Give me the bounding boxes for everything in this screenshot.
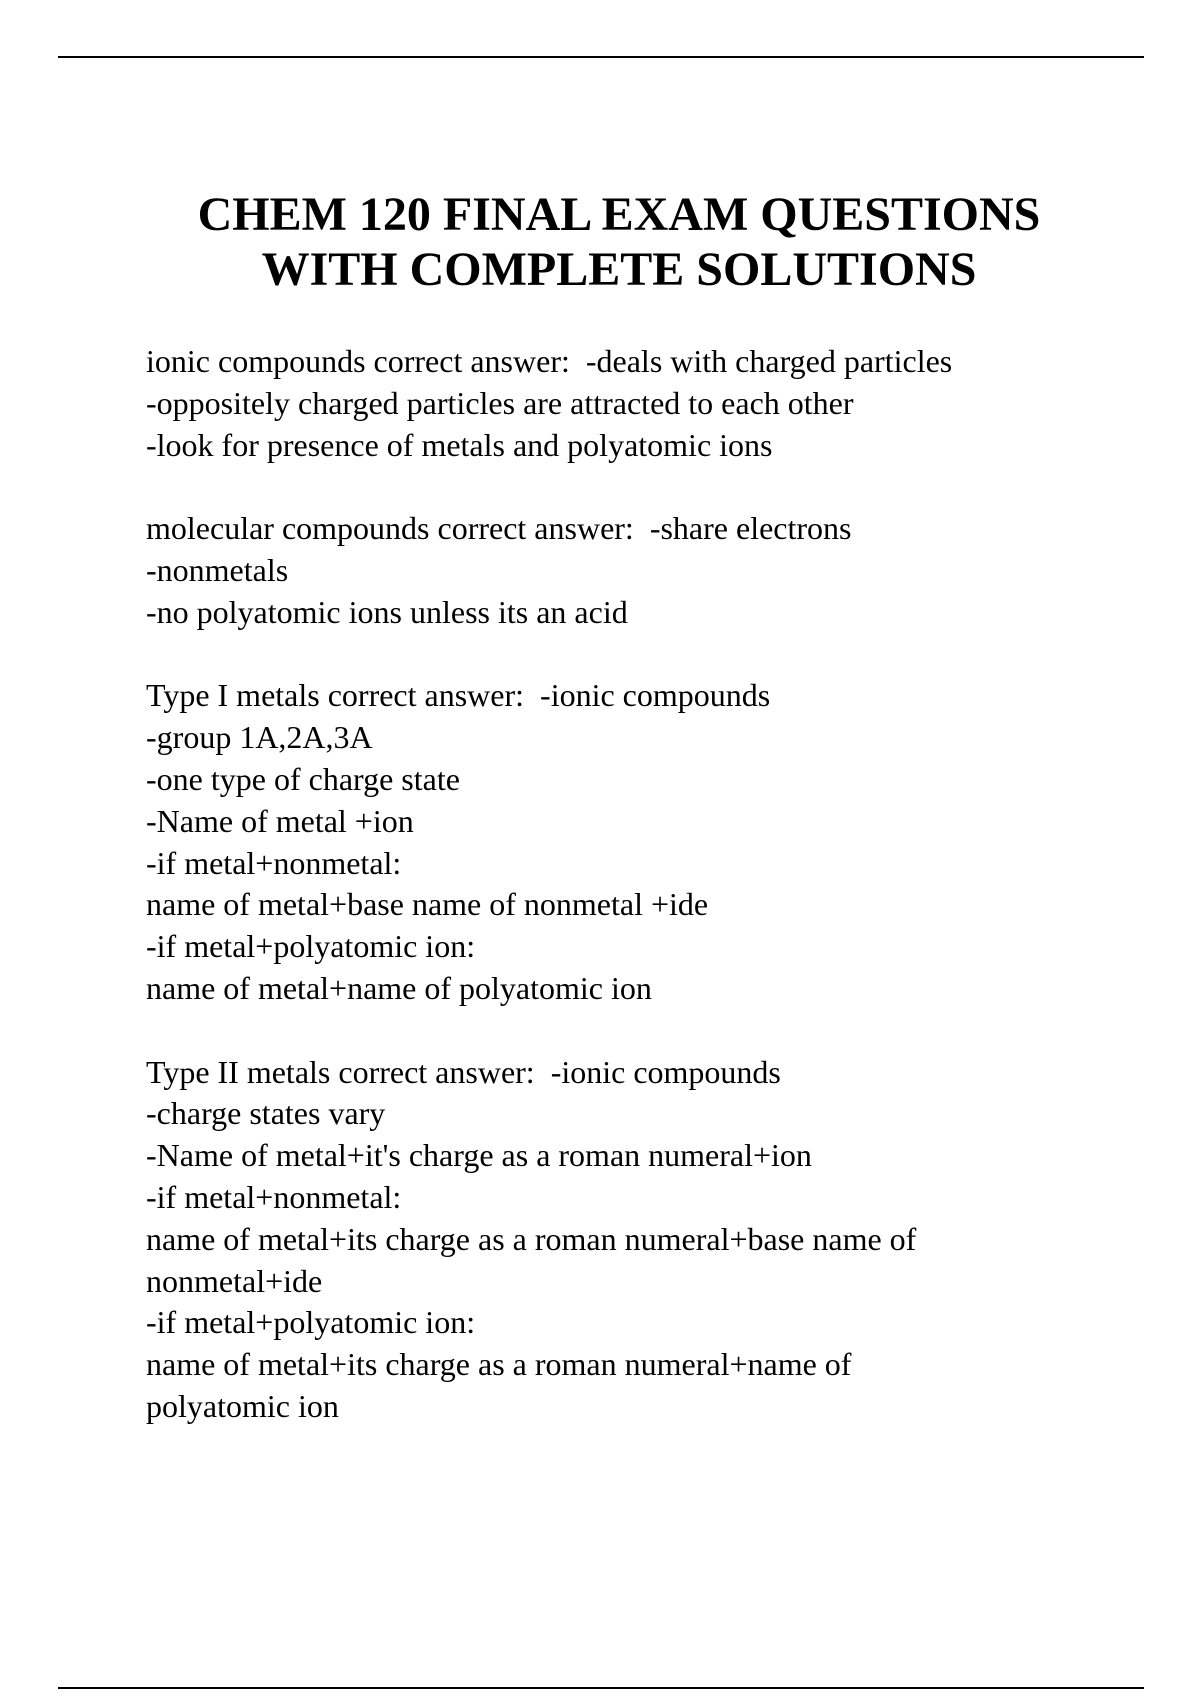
entry-line: molecular compounds correct answer: -share electrons	[146, 510, 852, 547]
entry-line: name of metal+its charge as a roman numeral+name of	[146, 1346, 852, 1383]
entry-line: ionic compounds correct answer: -deals with charged particles	[146, 343, 953, 379]
entry-line: -if metal+polyatomic ion:	[146, 928, 476, 965]
entry-line: name of metal+name of polyatomic ion	[146, 969, 652, 1006]
document-title	[0, 187, 1200, 297]
entry-line: -if metal+polyatomic ion:	[146, 1304, 476, 1341]
title-line: WITH COMPLETE SOLUTIONS	[261, 243, 977, 296]
document-body	[146, 341, 1146, 1470]
entry-line: -Name of metal+it's charge as a roman numeral+ion	[146, 1137, 812, 1174]
entry-line: -no polyatomic ions unless its an acid	[146, 593, 628, 630]
entry-line: -if metal+nonmetal:	[146, 1178, 402, 1215]
entry-line: -look for presence of metals and polyatomic ions	[146, 426, 773, 463]
footer-rule	[58, 1687, 1144, 1689]
entry-line: Type I metals correct answer: -ionic compounds	[146, 677, 771, 714]
title-line: CHEM 120 FINAL EXAM QUESTIONS	[197, 188, 1041, 241]
entry-line: -group 1A,2A,3A	[146, 719, 373, 756]
entry-line: -nonmetals	[146, 551, 289, 588]
header-rule	[58, 56, 1144, 58]
entry-line: -charge states vary	[146, 1095, 386, 1132]
entry-line: name of metal+base name of nonmetal +ide	[146, 886, 709, 923]
entry-line: name of metal+its charge as a roman numeral+base name of	[146, 1220, 917, 1257]
qa-entry-type-ii-metals	[146, 1052, 1146, 1428]
entry-line: -Name of metal +ion	[146, 802, 414, 839]
qa-entry-molecular-compounds	[146, 508, 1146, 633]
qa-entry-type-i-metals	[146, 675, 1146, 1009]
entry-line: -one type of charge state	[146, 760, 460, 797]
qa-entry-ionic-compounds	[146, 341, 1146, 466]
entry-line: -oppositely charged particles are attracted to each other	[146, 384, 854, 421]
entry-line: polyatomic ion	[146, 1387, 339, 1424]
entry-line: nonmetal+ide	[146, 1262, 323, 1299]
entry-line: -if metal+nonmetal:	[146, 844, 402, 881]
entry-line: Type II metals correct answer: -ionic compounds	[146, 1053, 781, 1090]
